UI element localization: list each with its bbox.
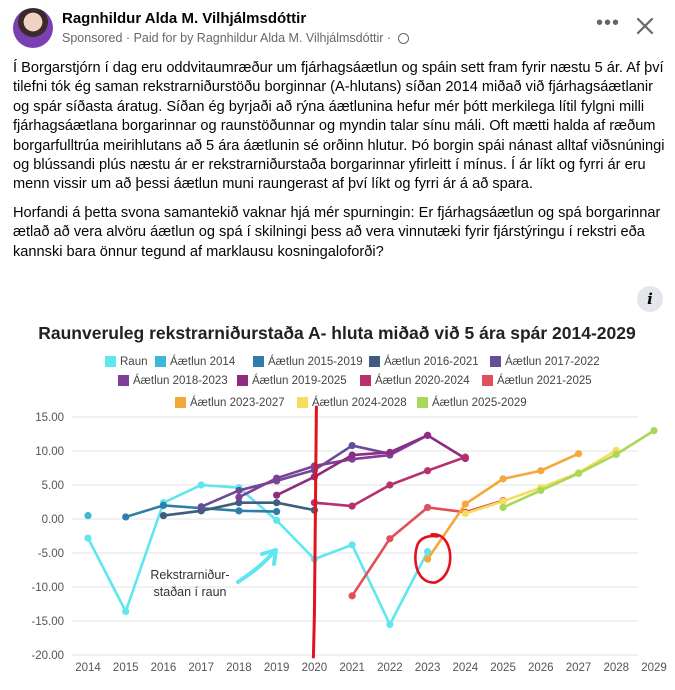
series-line	[88, 485, 428, 624]
post-paragraph-1: Í Borgarstjórn í dag eru oddvitaumræður um fjárhagsáætlun og spáin sett fram fyrir næstu 5 ár. Af því tilefni tók ég saman rekstrarniðurstöðu borginnar (A-hlutans) síðan 2014 miðað við fjárhagsáætlanir og spár síðasta áratug. Síðan ég byrjaði að rýna áætlunina hefur mér þótt merkilega lítil fylgni milli fjárhagsáætlana borgarinnar og raunstöðunnar og myndin talar sínu máli. Oft mætti halda af ræðum borgarfulltrúa meirihlutans að 5 ára áætlunin sé orðinn hlutur. Þó borgin spái nánast alltaf viðsnúningi og blússandi plús næstu ár er rekstrarniðurstaða borgarinnar yfirleitt í mínus. Í ár líkt og fyrri ár eru menn vissir um að þessi áætlun muni raungerast af því líkt og fyrri ár á að spara.	[13, 60, 665, 193]
red-marker-line	[313, 407, 316, 657]
legend-label: Áætlun 2025-2029	[432, 397, 527, 409]
data-point	[650, 427, 657, 434]
data-point	[424, 432, 431, 439]
y-tick-label: -10.00	[31, 582, 64, 594]
x-tick-label: 2026	[528, 662, 554, 674]
data-point	[386, 481, 393, 488]
data-point	[575, 450, 582, 457]
x-tick-label: 2022	[377, 662, 403, 674]
data-point	[122, 608, 129, 615]
legend-label: Áætlun 2014	[170, 356, 236, 368]
legend-swatch	[155, 356, 166, 367]
data-point	[499, 504, 506, 511]
x-tick-label: 2029	[641, 662, 667, 674]
annotation-arrow-shaft	[238, 554, 272, 582]
data-point	[462, 454, 469, 461]
y-tick-label: 0.00	[41, 514, 64, 526]
legend-label: Áætlun 2023-2027	[190, 397, 285, 409]
data-point	[122, 513, 129, 520]
legend-swatch	[482, 375, 493, 386]
close-icon	[632, 13, 658, 39]
legend-label: Áætlun 2024-2028	[312, 397, 407, 409]
legend-swatch	[417, 397, 428, 408]
legend-label: Áætlun 2015-2019	[268, 356, 363, 368]
legend-swatch	[253, 356, 264, 367]
y-tick-label: 5.00	[41, 480, 64, 492]
data-point	[160, 512, 167, 519]
globe-icon	[398, 33, 409, 44]
x-tick-label: 2023	[414, 662, 441, 674]
close-button[interactable]	[632, 13, 658, 39]
data-point	[613, 451, 620, 458]
data-point	[424, 467, 431, 474]
data-point	[198, 481, 205, 488]
chart-image	[0, 292, 675, 685]
x-tick-label: 2021	[339, 662, 365, 674]
x-tick-label: 2025	[490, 662, 516, 674]
data-point	[273, 499, 280, 506]
legend-swatch	[175, 397, 186, 408]
legend-swatch	[237, 375, 248, 386]
red-circle-annotation	[415, 534, 450, 582]
data-point	[462, 510, 469, 517]
legend-swatch	[369, 356, 380, 367]
legend-label: Áætlun 2018-2023	[133, 375, 228, 387]
post-header	[0, 0, 675, 52]
x-tick-label: 2016	[150, 662, 177, 674]
sponsored-text: Sponsored · Paid for by Ragnhildur Alda M. Vilhjálmsdóttir ·	[62, 31, 392, 45]
data-point	[462, 500, 469, 507]
data-point	[386, 449, 393, 456]
legend-label: Áætlun 2019-2025	[252, 375, 347, 387]
data-point	[349, 592, 356, 599]
data-point	[424, 504, 431, 511]
x-tick-label: 2017	[188, 662, 214, 674]
legend-label: Raun	[120, 356, 148, 368]
info-icon[interactable]: i	[637, 286, 663, 312]
legend-swatch	[360, 375, 371, 386]
legend-label: Áætlun 2017-2022	[505, 356, 600, 368]
data-point	[273, 492, 280, 499]
legend-swatch	[297, 397, 308, 408]
data-point	[386, 535, 393, 542]
x-tick-label: 2020	[301, 662, 328, 674]
y-tick-label: -15.00	[31, 616, 64, 628]
data-point	[537, 467, 544, 474]
data-point	[273, 475, 280, 482]
y-tick-label: 10.00	[35, 446, 64, 458]
y-tick-label: -5.00	[37, 548, 64, 560]
data-point	[160, 502, 167, 509]
x-tick-label: 2019	[263, 662, 290, 674]
x-tick-label: 2024	[452, 662, 479, 674]
annotation-label: staðan í raun	[153, 585, 227, 599]
legend-label: Áætlun 2016-2021	[384, 356, 479, 368]
data-point	[273, 508, 280, 515]
data-point	[424, 556, 431, 563]
legend-swatch	[105, 356, 116, 367]
data-point	[575, 470, 582, 477]
sponsored-line	[62, 31, 409, 45]
data-point	[235, 494, 242, 501]
data-point	[84, 512, 91, 519]
data-point	[349, 451, 356, 458]
data-point	[349, 502, 356, 509]
data-point	[235, 507, 242, 514]
post-body	[13, 59, 665, 271]
data-point	[499, 475, 506, 482]
data-point	[84, 534, 91, 541]
legend-label: Áætlun 2020-2024	[375, 375, 470, 387]
x-tick-label: 2018	[226, 662, 252, 674]
line-chart	[0, 292, 675, 685]
post-paragraph-2: Horfandi á þetta svona samantekið vaknar hjá mér spurningin: Er fjárhagsáætlun og spá borgarinnar ætlað að vera alvöru áætlun og spá í skilningi þess að vera vinnutæki fyrir fjárstýringu í rekstri eða kannski bara önnur tegund af marklausu kosningaloforði?	[13, 204, 661, 260]
data-point	[235, 487, 242, 494]
annotation-label: Rekstrarniður-	[150, 568, 230, 582]
x-tick-label: 2014	[75, 662, 101, 674]
author-avatar[interactable]	[13, 8, 53, 48]
series-line	[277, 435, 466, 495]
data-point	[349, 541, 356, 548]
data-point	[273, 517, 280, 524]
data-point	[499, 498, 506, 505]
more-options-button[interactable]: •••	[596, 12, 621, 34]
data-point	[198, 503, 205, 510]
legend-swatch	[118, 375, 129, 386]
x-tick-label: 2027	[565, 662, 592, 674]
x-tick-label: 2028	[603, 662, 630, 674]
y-tick-label: -20.00	[31, 650, 64, 662]
legend-label: Áætlun 2021-2025	[497, 375, 592, 387]
data-point	[349, 442, 356, 449]
x-tick-label: 2015	[112, 662, 139, 674]
series-line	[503, 431, 654, 508]
chart-title: Raunveruleg rekstrarniðurstaða A- hluta miðað við 5 ára spár 2014-2029	[38, 323, 636, 343]
y-tick-label: 15.00	[35, 412, 64, 424]
data-point	[386, 621, 393, 628]
author-name[interactable]: Ragnhildur Alda M. Vilhjálmsdóttir	[62, 10, 307, 27]
legend-swatch	[490, 356, 501, 367]
data-point	[537, 487, 544, 494]
